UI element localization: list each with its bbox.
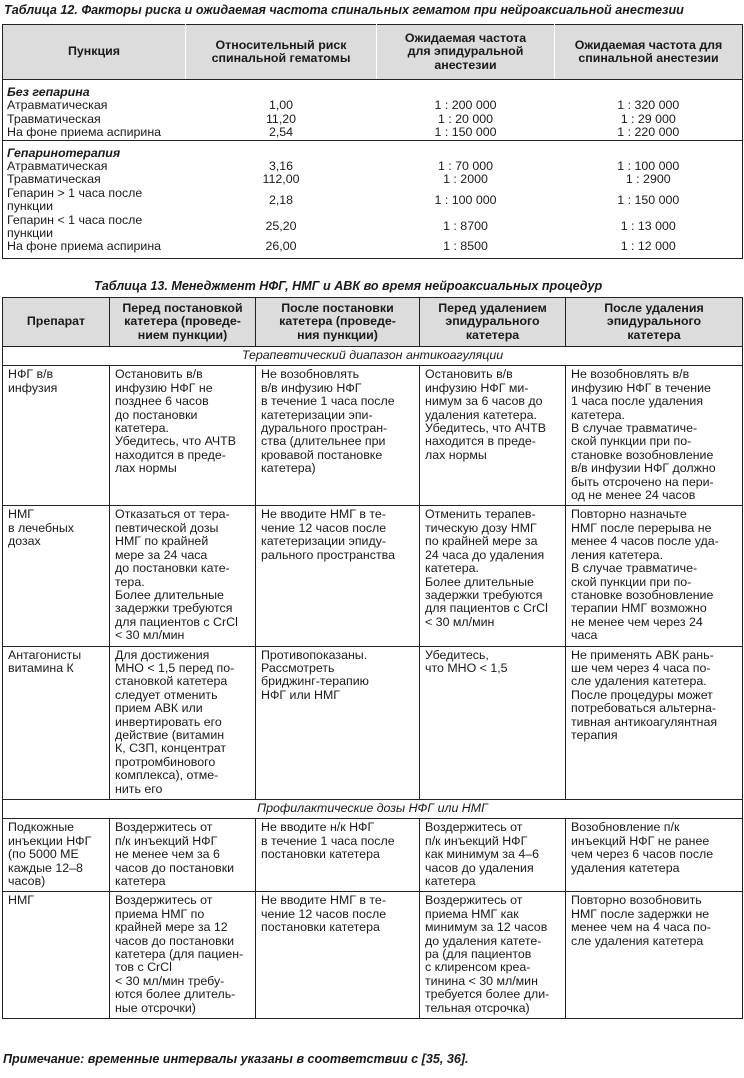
group-row <box>3 80 743 100</box>
epidural-frequency: 1 : 200 000 <box>434 98 497 113</box>
puncture-name-line: Атравматическая <box>7 98 108 113</box>
epidural-frequency: 1 : 100 000 <box>434 192 497 207</box>
cell-line: тинина < 30 мл/мин <box>425 973 538 988</box>
before-insertion-cell <box>110 646 256 799</box>
cell-line: (по 5000 МЕ <box>8 847 79 862</box>
epidural-frequency: 1 : 8500 <box>443 239 488 254</box>
cell-line: потребоваться альтерна- <box>571 701 716 716</box>
cell-line: комплекса), отме- <box>115 768 219 783</box>
cell-line: минимум за 12 часов <box>425 920 548 935</box>
header-line: катетера (проведе- <box>279 314 396 329</box>
table-row <box>3 99 743 112</box>
table-row <box>3 240 743 258</box>
puncture-name-line: Атравматическая <box>7 159 108 174</box>
relative-risk: 112,00 <box>262 172 300 187</box>
spinal-frequency: 1 : 100 000 <box>617 159 680 174</box>
header-drug <box>3 298 110 347</box>
group-title: Без гепарина <box>7 85 90 99</box>
cell-line: Более длительные <box>115 587 224 602</box>
drug-cell <box>3 506 110 646</box>
cell-line: терапия <box>571 727 618 742</box>
epidural-frequency: 1 : 70 000 <box>437 159 494 174</box>
header-line: Пункция <box>68 44 120 59</box>
epidural-frequency: 1 : 8700 <box>443 219 488 234</box>
cell-line: становке возобновление <box>571 587 714 602</box>
cell-line: Отказаться от тера- <box>115 507 230 522</box>
section-row <box>3 347 743 366</box>
section-title: Профилактические дозы НФГ или НМГ <box>3 800 743 819</box>
cell-line: что МНО < 1,5 <box>425 660 508 675</box>
relative-risk: 2,54 <box>268 125 294 140</box>
puncture-name-line: Травматическая <box>7 111 101 126</box>
puncture-name-line: На фоне приема аспирина <box>7 239 162 254</box>
after-insertion-cell <box>256 892 420 1019</box>
before-removal-cell <box>420 892 566 1019</box>
puncture-name <box>3 113 186 126</box>
cell-line: катетера <box>425 874 476 889</box>
cell-line: часов до постановки <box>115 860 235 875</box>
header-line: Препарат <box>26 314 86 329</box>
cell-line: чение 12 часов после <box>261 520 387 535</box>
header-line: эпидурального <box>606 314 702 329</box>
cell-line: каждые 12–8 <box>8 860 83 875</box>
cell-line: часов) <box>8 874 46 889</box>
header-line: Перед удалением <box>438 300 547 315</box>
spinal-frequency: 1 : 2900 <box>625 172 671 187</box>
cell-line: быть отсрочено на пери- <box>571 474 714 489</box>
cell-line: од не менее 24 часов <box>571 488 696 503</box>
table13 <box>2 297 743 1019</box>
cell-line: катетера. <box>425 561 479 576</box>
after-insertion-cell <box>256 646 420 799</box>
cell-line: инъекций НФГ не ранее <box>571 833 710 848</box>
cell-line: ской пункции при по- <box>571 434 692 449</box>
cell-line: НМГ после перерыва не <box>571 520 712 535</box>
cell-line: чение 12 часов после <box>261 906 387 921</box>
header-line: Относительный риск <box>215 37 347 52</box>
cell-line: Не вводите н/к НФГ <box>261 820 375 835</box>
cell-line: катетеризации эпиду- <box>261 534 387 549</box>
cell-line: удаления катетера <box>571 860 680 875</box>
header-before-insertion <box>110 298 256 347</box>
header-line: спинальной гематомы <box>211 51 351 65</box>
cell-line: Рассмотреть <box>261 660 335 675</box>
cell-line: После процедуры может <box>571 687 713 702</box>
puncture-name-line: пункции <box>7 199 54 214</box>
cell-line: приема НМГ по <box>115 906 205 921</box>
table-row <box>3 173 743 186</box>
puncture-name <box>3 187 186 214</box>
cell-line: Возобновление п/к <box>571 820 680 835</box>
cell-line: до удаления катете- <box>425 933 542 948</box>
relative-risk: 2,18 <box>268 192 294 207</box>
cell-line: инфузию НФГ не <box>115 380 213 395</box>
cell-line: лах нормы <box>115 461 177 476</box>
before-insertion-cell <box>110 892 256 1019</box>
cell-line: в течение 1 часа после <box>261 833 395 848</box>
cell-line: не менее чем через 24 <box>571 614 703 629</box>
cell-line: катетера. <box>115 421 169 436</box>
cell-line: катетера. <box>571 407 625 422</box>
header-line: После постановки <box>281 300 394 315</box>
puncture-name <box>3 214 186 241</box>
cell-line: 1 часа после удаления <box>571 394 704 409</box>
after-insertion-cell <box>256 506 420 646</box>
puncture-name <box>3 160 186 173</box>
cell-line: требуется более дли- <box>425 987 550 1002</box>
cell-line: катетера (для пациен- <box>115 947 244 962</box>
table13-caption: Таблица 13. Менеджмент НФГ, НМГ и АВК во время нейроаксиальных процедур <box>94 279 603 293</box>
header-line: эпидурального <box>445 314 540 329</box>
cell-line: инъекции НФГ <box>8 833 92 848</box>
drug-cell <box>3 366 110 506</box>
cell-line: тическую дозу НМГ <box>425 520 537 535</box>
header-line: катетера <box>627 327 681 342</box>
cell-line: становкой катетера <box>115 674 228 689</box>
puncture-name-line: Гепарин < 1 часа после <box>7 212 143 227</box>
cell-line: катетеризации эпи- <box>261 407 373 422</box>
before-removal-cell <box>420 366 566 506</box>
after-removal-cell <box>566 366 743 506</box>
cell-line: задержки требуются <box>115 601 233 616</box>
cell-line: для пациентов с CrCl <box>115 614 238 629</box>
puncture-name <box>3 240 186 258</box>
puncture-name-line: Гепарин > 1 часа после <box>7 185 143 200</box>
cell-line: 24 часа до удаления <box>425 547 545 562</box>
puncture-name-line: Травматическая <box>7 172 101 187</box>
group-title: Гепаринотерапия <box>3 140 743 160</box>
drug-cell <box>3 819 110 892</box>
header-line: нием пункции) <box>137 327 228 342</box>
cell-line: как минимум за 4–6 <box>425 847 540 862</box>
cell-line: до постановки кате- <box>115 561 230 576</box>
table-row <box>3 187 743 214</box>
cell-line: прием АВК или <box>115 701 203 716</box>
cell-line: в лечебных <box>8 520 74 535</box>
cell-line: МНО < 1,5 перед по- <box>115 660 235 675</box>
table-row <box>3 160 743 173</box>
before-removal-cell <box>420 506 566 646</box>
cell-line: ные отсрочки) <box>115 1000 196 1015</box>
cell-line: задержки требуются <box>425 587 543 602</box>
cell-line: < 30 мл/мин <box>425 614 495 629</box>
cell-line: нить его <box>115 781 163 796</box>
cell-line: Более длительные <box>425 574 534 589</box>
cell-line: ше чем через 4 часа по- <box>571 660 711 675</box>
cell-line: Воздержитесь от <box>425 893 523 908</box>
cell-line: тов с CrCl <box>115 960 172 975</box>
cell-line: ства (длительнее при <box>261 434 386 449</box>
spinal-frequency: 1 : 320 000 <box>617 98 680 113</box>
group-row <box>3 140 743 160</box>
cell-line: витамина К <box>8 660 74 675</box>
cell-line: Воздержитесь от <box>115 893 213 908</box>
cell-line: действие (витамин <box>115 727 225 742</box>
table-row <box>3 366 743 506</box>
cell-line: К, СЗП, концентрат <box>115 741 227 756</box>
header-line: анестезии <box>434 57 497 72</box>
table-row <box>3 646 743 799</box>
cell-line: крайней мере за 12 <box>115 920 228 935</box>
cell-line: ской пункции при по- <box>571 574 692 589</box>
cell-line: ра (для пациентов <box>425 947 532 962</box>
cell-line: с клиренсом креа- <box>425 960 531 975</box>
relative-risk: 25,20 <box>265 219 297 234</box>
spinal-frequency: 1 : 150 000 <box>617 192 680 207</box>
cell-line: тельная отсрочка) <box>425 1000 530 1015</box>
header-line: катетера <box>465 327 520 342</box>
epidural-frequency: 1 : 20 000 <box>437 111 494 126</box>
after-insertion-cell <box>256 366 420 506</box>
cell-line: НМГ по крайней <box>115 534 209 549</box>
drug-cell <box>3 892 110 1019</box>
cell-line: инфузию НФГ в течение <box>571 380 711 395</box>
header-line: Ожидаемая частота для <box>574 37 723 52</box>
table12-caption: Таблица 12. Факторы риска и ожидаемая частота спинальных гематом при нейроаксиальной анестезии <box>4 3 684 17</box>
cell-line: кровавой постановке <box>261 447 383 462</box>
cell-line: Антагонисты <box>8 647 82 662</box>
puncture-name <box>3 126 186 140</box>
cell-line: ления катетера. <box>571 547 664 562</box>
puncture-name-line: пункции <box>7 226 54 241</box>
cell-line: катетера) <box>261 461 316 476</box>
cell-line: Не возобновлять в/в <box>571 367 690 382</box>
cell-line: тивная антикоагулянтная <box>571 714 718 729</box>
cell-line: в/в инфузию НФГ <box>261 380 362 395</box>
cell-line: п/к инъекций НФГ <box>425 833 528 848</box>
before-removal-cell <box>420 646 566 799</box>
before-insertion-cell <box>110 506 256 646</box>
cell-line: для пациентов с CrCl <box>425 601 548 616</box>
cell-line: инфузию НФГ ми- <box>425 380 529 395</box>
cell-line: часов до удаления <box>425 860 534 875</box>
before-insertion-cell <box>110 819 256 892</box>
cell-line: Противопоказаны. <box>261 647 368 662</box>
cell-line: нимум за 6 часов до <box>425 394 543 409</box>
cell-line: чем через 6 часов после <box>571 847 714 862</box>
cell-line: бриджинг-терапию <box>261 674 369 689</box>
cell-line: мере за 24 часа <box>115 547 208 562</box>
cell-line: следует отменить <box>115 687 218 702</box>
cell-line: становке возобновление <box>571 447 714 462</box>
cell-line: менее чем на 4 часа по- <box>571 920 711 935</box>
table-row <box>3 506 743 646</box>
cell-line: НМГ <box>8 893 34 908</box>
cell-line: терапии НМГ возможно <box>571 601 707 616</box>
after-removal-cell <box>566 646 743 799</box>
cell-line: Повторно назначьте <box>571 507 687 522</box>
header-line: Ожидаемая частота <box>404 30 527 45</box>
spinal-frequency: 1 : 13 000 <box>620 219 676 234</box>
cell-line: до постановки <box>115 407 198 422</box>
header-line: катетера (проведе- <box>124 314 241 329</box>
relative-risk: 3,16 <box>268 159 294 174</box>
relative-risk: 26,00 <box>265 239 297 254</box>
header-puncture <box>3 25 186 80</box>
cell-line: НМГ после задержки не <box>571 906 710 921</box>
header-line: ния пункции) <box>297 327 378 342</box>
cell-line: Не вводите НМГ в те- <box>261 893 386 908</box>
cell-line: Повторно возобновить <box>571 893 702 908</box>
cell-line: тера. <box>115 574 145 589</box>
header-after-removal <box>566 298 743 347</box>
table-row <box>3 113 743 126</box>
cell-line: В случае травматиче- <box>571 421 698 436</box>
cell-line: не менее чем за 6 <box>115 847 220 862</box>
cell-line: Не возобновлять <box>261 367 360 382</box>
cell-line: Для достижения <box>115 647 210 662</box>
cell-line: протромбинового <box>115 754 216 769</box>
cell-line: позднее 6 часов <box>115 394 209 409</box>
header-before-removal <box>420 298 566 347</box>
section-title: Терапевтический диапазон антикоагуляции <box>3 347 743 366</box>
cell-line: лах нормы <box>425 447 487 462</box>
table-row <box>3 892 743 1019</box>
cell-line: приема НМГ как <box>425 906 519 921</box>
spinal-frequency: 1 : 29 000 <box>620 111 676 126</box>
after-insertion-cell <box>256 819 420 892</box>
header-line: для эпидуральной <box>407 44 524 59</box>
cell-line: Убедитесь, что АЧТВ <box>425 421 547 436</box>
table-row <box>3 819 743 892</box>
cell-line: НФГ в/в <box>8 367 54 382</box>
cell-line: Убедитесь, что АЧТВ <box>115 434 237 449</box>
after-removal-cell <box>566 506 743 646</box>
header-line: После удаления <box>604 300 704 315</box>
spinal-frequency: 1 : 220 000 <box>617 125 680 140</box>
table-row <box>3 214 743 241</box>
cell-line: в/в инфузии НФГ должно <box>571 461 716 476</box>
table12-header-row <box>3 25 743 80</box>
puncture-name-line: На фоне приема аспирина <box>7 125 162 140</box>
cell-line: НМГ <box>8 507 34 522</box>
after-removal-cell <box>566 892 743 1019</box>
cell-line: инвертировать его <box>115 714 222 729</box>
cell-line: дурального простран- <box>261 421 388 436</box>
drug-cell <box>3 646 110 799</box>
cell-line: по крайней мере за <box>425 534 538 549</box>
table13-header-row <box>3 298 743 347</box>
cell-line: катетера <box>115 874 166 889</box>
cell-line: Не применять АВК рань- <box>571 647 714 662</box>
table-row <box>3 126 743 140</box>
cell-line: п/к инъекций НФГ <box>115 833 218 848</box>
section-row <box>3 800 743 819</box>
header-epidural-frequency <box>377 25 555 80</box>
cell-line: Подкожные <box>8 820 74 835</box>
cell-line: Остановить в/в <box>425 367 513 382</box>
cell-line: Воздержитесь от <box>425 820 523 835</box>
epidural-frequency: 1 : 2000 <box>443 172 488 187</box>
after-removal-cell <box>566 819 743 892</box>
cell-line: часов до постановки <box>115 933 235 948</box>
cell-line: постановки катетера <box>261 847 380 862</box>
relative-risk: 11,20 <box>265 111 297 126</box>
cell-line: Воздержитесь от <box>115 820 213 835</box>
header-line: спинальной анестезии <box>578 51 719 65</box>
cell-line: инфузия <box>8 380 58 395</box>
relative-risk: 1,00 <box>268 98 294 113</box>
table12 <box>2 24 743 259</box>
before-removal-cell <box>420 819 566 892</box>
before-insertion-cell <box>110 366 256 506</box>
cell-line: В случае травматиче- <box>571 561 698 576</box>
cell-line: Остановить в/в <box>115 367 203 382</box>
cell-line: сле удаления катетера. <box>571 674 707 689</box>
cell-line: ются более длитель- <box>115 987 236 1002</box>
cell-line: певтической дозы <box>115 520 219 535</box>
cell-line: Не вводите НМГ в те- <box>261 507 386 522</box>
cell-line: < 30 мл/мин <box>115 628 185 643</box>
header-line: Перед постановкой <box>122 300 243 315</box>
cell-line: находится в преде- <box>115 447 226 462</box>
cell-line: рального пространства <box>261 547 395 562</box>
cell-line: менее 4 часов после уда- <box>571 534 719 549</box>
cell-line: Убедитесь, <box>425 647 489 662</box>
puncture-name <box>3 99 186 112</box>
header-spinal-frequency <box>555 25 743 80</box>
cell-line: Отменить терапев- <box>425 507 536 522</box>
cell-line: НФГ или НМГ <box>261 687 341 702</box>
table-note: Примечание: временные интервалы указаны в соответствии с [35, 36]. <box>3 1052 469 1066</box>
cell-line: в течение 1 часа после <box>261 394 395 409</box>
epidural-frequency: 1 : 150 000 <box>434 125 497 140</box>
spinal-frequency: 1 : 12 000 <box>620 239 676 254</box>
header-relative-risk <box>186 25 377 80</box>
cell-line: удаления катетера. <box>425 407 537 422</box>
cell-line: сле удаления катетера <box>571 933 704 948</box>
cell-line: < 30 мл/мин требу- <box>115 973 225 988</box>
puncture-name <box>3 173 186 186</box>
cell-line: дозах <box>8 534 41 549</box>
header-after-insertion <box>256 298 420 347</box>
cell-line: часа <box>571 628 598 643</box>
cell-line: постановки катетера <box>261 920 380 935</box>
cell-line: находится в преде- <box>425 434 536 449</box>
